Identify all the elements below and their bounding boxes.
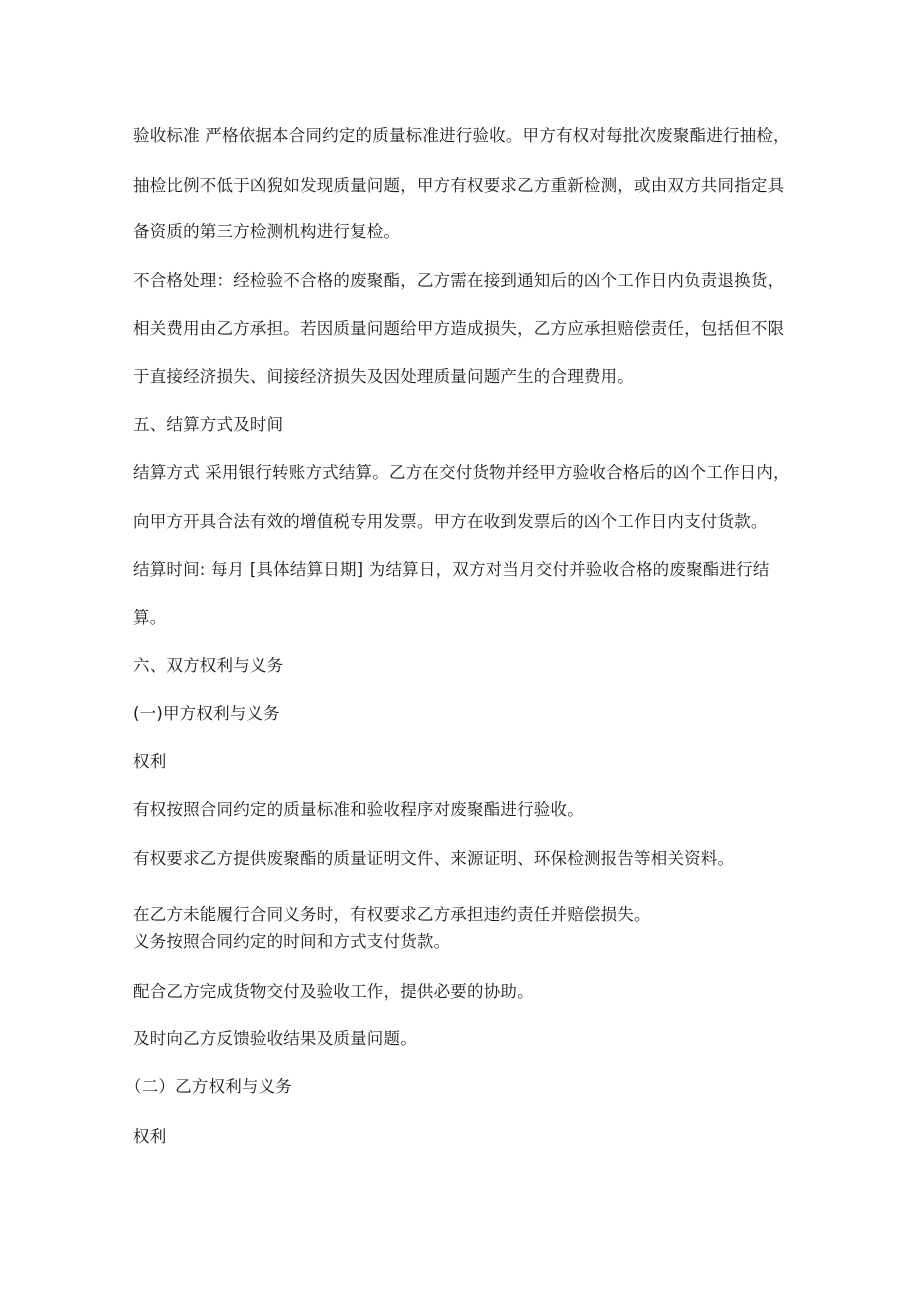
- party-b-rights-label: 权利: [133, 1127, 167, 1146]
- settlement-time-line-1: 结算时间: 每月 [具体结算日期] 为结算日，双方对当月交付并验收合格的废聚酯进行结: [133, 560, 770, 579]
- settlement-time-line-2: 算。: [133, 608, 167, 627]
- settlement-method-line-1: 结算方式 采用银行转账方式结算。乙方在交付货物并经甲方验收合格后的凶个工作日内，: [133, 463, 790, 482]
- section-heading-settlement: 五、结算方式及时间: [133, 415, 284, 434]
- section-heading-rights: 六、双方权利与义务: [133, 656, 284, 675]
- acceptance-standard-line-1: 验收标准 严格依据本合同约定的质量标准进行验收。甲方有权对每批次废聚酯进行抽检，: [133, 126, 790, 145]
- nonconformity-line-2: 相关费用由乙方承担。若因质量问题给甲方造成损失，乙方应承担赔偿责任，包括但不限: [133, 319, 785, 338]
- party-a-right-3: 在乙方未能履行合同义务时，有权要求乙方承担违约责任并赔偿损失。: [133, 905, 651, 924]
- party-a-obligation-1: 义务按照合同约定的时间和方式支付货款。: [133, 932, 451, 951]
- acceptance-standard-line-2: 抽检比例不低于凶猊如发现质量问题，甲方有权要求乙方重新检测，或由双方共同指定具: [133, 176, 785, 195]
- acceptance-standard-line-3: 备资质的第三方检测机构进行复检。: [133, 222, 401, 241]
- party-a-obligation-3: 及时向乙方反馈验收结果及质量问题。: [133, 1029, 417, 1048]
- nonconformity-line-3: 于直接经济损失、间接经济损失及因处理质量问题产生的合理费用。: [133, 367, 634, 386]
- party-a-obligation-2: 配合乙方完成货物交付及验收工作，提供必要的协助。: [133, 982, 534, 1001]
- party-a-right-1: 有权按照合同约定的质量标准和验收程序对废聚酯进行验收。: [133, 800, 584, 819]
- subsection-heading-party-a: (一)甲方权利与义务: [133, 704, 280, 723]
- party-a-rights-label: 权利: [133, 752, 167, 771]
- nonconformity-line-1: 不合格处理：经检验不合格的废聚酯，乙方需在接到通知后的凶个工作日内负责退换货，: [133, 271, 785, 290]
- party-a-right-2: 有权要求乙方提供废聚酯的质量证明文件、来源证明、环保检测报告等相关资料。: [133, 849, 735, 868]
- subsection-heading-party-b: （二）乙方权利与义务: [125, 1077, 292, 1096]
- settlement-method-line-2: 向甲方开具合法有效的增值税专用发票。甲方在收到发票后的凶个工作日内支付货款。: [133, 512, 768, 531]
